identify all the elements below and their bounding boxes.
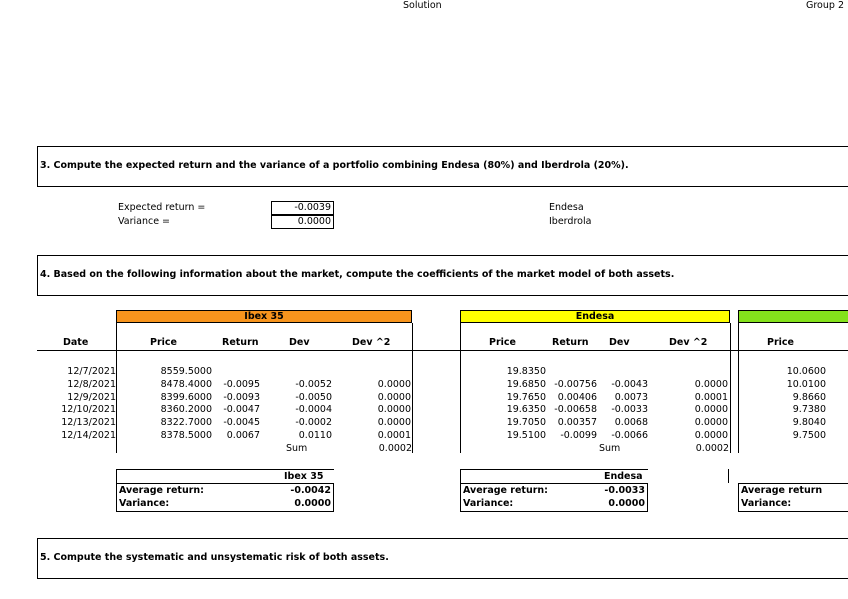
ibex-dev-header: Dev [289,337,310,348]
endesa-cell: 0.0073 [614,391,648,403]
endesa-var-label: Variance: [463,498,514,509]
column-header-underline [37,350,848,351]
ibex-cell: 8378.5000 [160,430,212,441]
ibex-sum-label: Sum [286,443,308,454]
endesa-cell: 19.8350 [506,366,546,377]
endesa-right-border [730,323,731,453]
endesa-return-header: Return [552,337,589,348]
endesa-sum-label: Sum [599,443,621,454]
endesa-cell: -0.00756 [554,378,597,390]
endesa-summary-box [460,483,648,512]
date-cell: 12/14/2021 [61,430,116,441]
endesa-cell: 0.0000 [694,378,728,390]
endesa-cell: 0.00357 [557,417,597,429]
ibex-price-header: Price [150,337,177,348]
ibex-sum-value: 0.0002 [378,443,412,454]
ibex-cell: 8559.5000 [160,366,212,377]
question-4-box [37,255,848,296]
endesa-summary-topleft [460,469,461,483]
ibex-cell: 8478.4000 [160,378,212,390]
date-cell: 12/10/2021 [61,404,116,416]
ibex-cell: -0.0052 [295,378,332,390]
endesa-cell: 19.6350 [506,404,546,416]
ibex-left-border [116,323,117,453]
question-5-text: 5. Compute the systematic and unsystematic risk of both assets. [40,552,389,563]
ibex-cell: 8322.7000 [160,417,212,429]
question-3-text: 3. Compute the expected return and the variance of a portfolio combining Endesa (80%) and Iberdrola (20%). [40,160,629,171]
endesa-cell: 0.0001 [694,391,728,403]
endesa-cell: 19.5100 [506,430,546,441]
endesa-left-border [460,323,461,453]
iberdrola-cell: 10.0600 [786,366,826,377]
endesa-cell: 0.0068 [614,417,648,429]
expected-return-label: Expected return = [118,202,206,213]
endesa-cell: -0.0099 [560,430,597,441]
date-cell: 12/9/2021 [67,391,116,403]
ibex-cell: 0.0001 [377,430,411,441]
ibex-summary-title: Ibex 35 [284,471,324,482]
iberdrola-header [738,310,848,323]
expected-return-value[interactable]: -0.0039 [271,201,334,215]
group-label: Group 2 [806,0,844,11]
iberdrola-price-header: Price [767,337,794,348]
ibex-right-border [412,323,413,453]
iberdrola-cell: 9.8040 [792,417,826,429]
ibex-summary-topleft [116,469,117,483]
endesa-cell: -0.0033 [611,404,648,416]
ibex-cell: 0.0000 [377,378,411,390]
iberdrola-cell: 10.0100 [786,378,826,390]
ibex-header: Ibex 35 [116,310,412,323]
asset-endesa-label: Endesa [549,202,584,213]
variance-label: Variance = [118,216,171,227]
endesa-cell: 19.6850 [506,378,546,390]
endesa-cell: -0.0066 [611,430,648,441]
endesa-summary-title: Endesa [604,471,643,482]
endesa-var-value: 0.0000 [608,498,645,509]
ibex-var-label: Variance: [119,498,170,509]
page-title: Solution [403,0,442,11]
question-5-box [37,538,848,579]
ibex-cell: 8399.6000 [160,391,212,403]
ibex-cell: -0.0047 [223,404,260,416]
date-column-header: Date [63,337,89,348]
ibex-var-value: 0.0000 [294,498,331,509]
iberdrola-summary-mark [728,469,729,483]
endesa-dev2-header: Dev ^2 [669,337,708,348]
endesa-summary-topline [460,469,648,470]
iberdrola-var-label: Variance: [741,498,792,509]
ibex-cell: -0.0004 [295,404,332,416]
ibex-cell: -0.0002 [295,417,332,429]
endesa-dev-header: Dev [609,337,630,348]
endesa-cell: -0.0043 [611,378,648,390]
endesa-avg-label: Average return: [463,485,548,496]
date-cell: 12/8/2021 [67,378,116,390]
ibex-cell: -0.0093 [223,391,260,403]
ibex-cell: -0.0050 [295,391,332,403]
date-cell: 12/7/2021 [67,366,116,377]
endesa-cell: 0.00406 [557,391,597,403]
endesa-cell: 0.0000 [694,404,728,416]
endesa-avg-value: -0.0033 [604,485,645,496]
iberdrola-summary-box [738,483,848,512]
ibex-summary-topline [116,469,334,470]
iberdrola-left-border [738,323,739,453]
ibex-avg-value: -0.0042 [290,485,331,496]
ibex-cell: 8360.2000 [160,404,212,416]
iberdrola-cell: 9.7380 [792,404,826,416]
ibex-summary-box [116,483,334,512]
endesa-sum-value: 0.0002 [695,443,729,454]
ibex-cell: 0.0000 [377,417,411,429]
ibex-cell: -0.0045 [223,417,260,429]
question-4-text: 4. Based on the following information about the market, compute the coefficients of the market model of both assets. [40,269,675,280]
date-cell: 12/13/2021 [61,417,116,429]
ibex-avg-label: Average return: [119,485,204,496]
asset-iberdrola-label: Iberdrola [549,216,592,227]
ibex-cell: -0.0095 [223,378,260,390]
endesa-header: Endesa [460,310,730,323]
endesa-cell: 19.7050 [506,417,546,429]
ibex-cell: 0.0000 [377,404,411,416]
iberdrola-avg-label: Average return [741,485,823,496]
ibex-return-header: Return [222,337,259,348]
ibex-dev2-header: Dev ^2 [352,337,391,348]
variance-value[interactable]: 0.0000 [271,215,334,229]
question-3-box [37,146,848,187]
iberdrola-cell: 9.8660 [792,391,826,403]
endesa-cell: 0.0000 [694,417,728,429]
endesa-cell: 19.7650 [506,391,546,403]
endesa-cell: 0.0000 [694,430,728,441]
endesa-cell: -0.00658 [554,404,597,416]
iberdrola-cell: 9.7500 [792,430,826,441]
endesa-price-header: Price [489,337,516,348]
ibex-cell: 0.0110 [298,430,332,441]
ibex-cell: 0.0067 [226,430,260,441]
ibex-cell: 0.0000 [377,391,411,403]
